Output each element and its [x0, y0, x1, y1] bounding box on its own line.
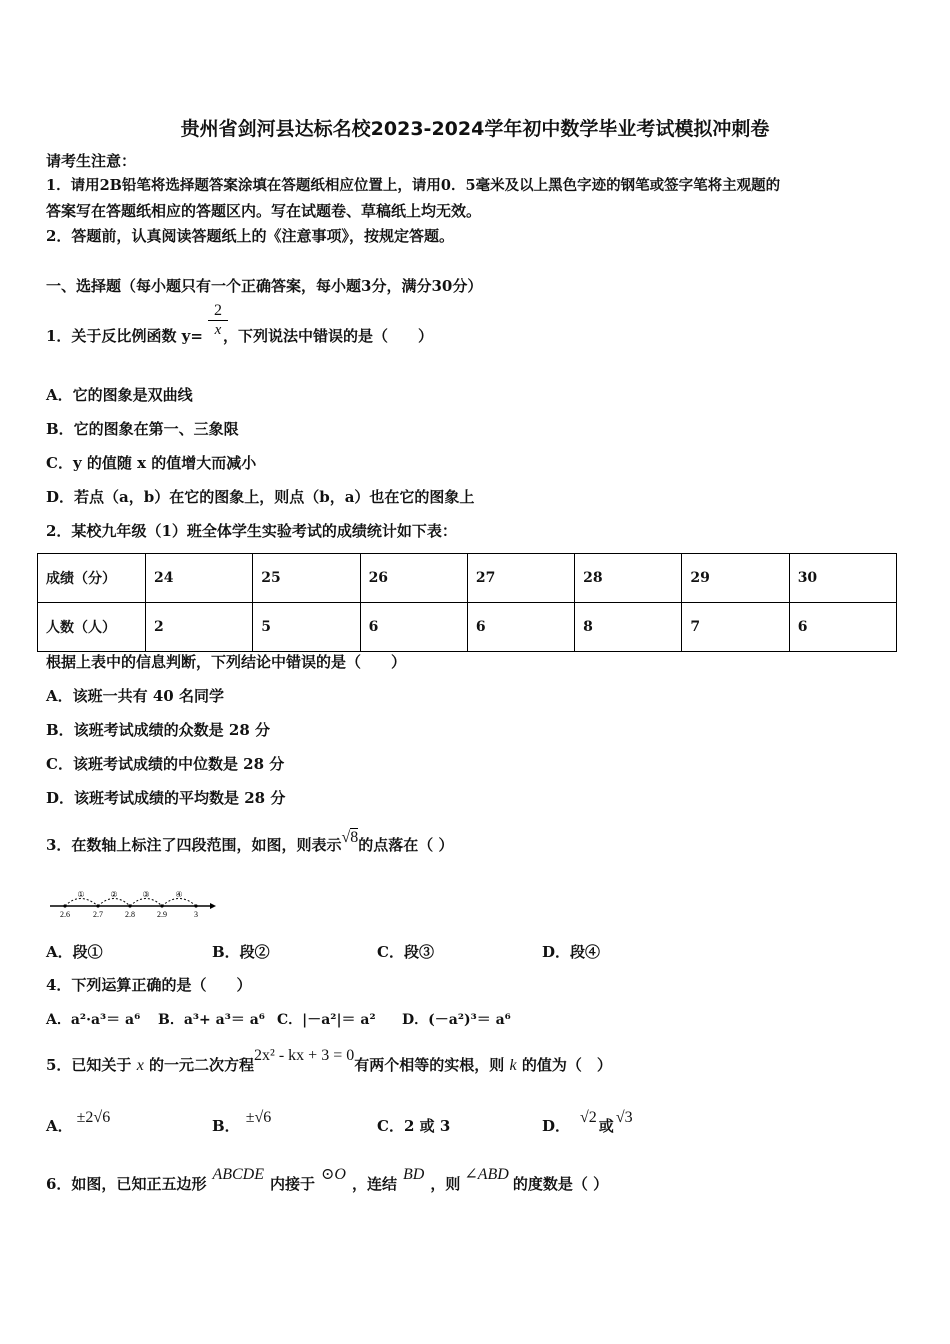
q5-option-d-math-2: √3: [615, 1109, 633, 1126]
segment-label-2: ②: [110, 890, 118, 899]
q5-var-x: x: [136, 1057, 144, 1074]
q3-option-b: B．段②: [212, 943, 270, 961]
table-cell: 26: [360, 554, 467, 603]
q3-radical: √8: [341, 829, 359, 846]
q4-option-c: C．|－a²|＝ a²: [277, 1012, 376, 1028]
tick-point: [63, 904, 66, 907]
table-cell: 6: [789, 603, 896, 652]
q6-segment: BD: [403, 1166, 425, 1183]
q3-option-a: A．段①: [46, 943, 103, 961]
table-cell: 25: [253, 554, 360, 603]
q5-prefix: 5．已知关于: [46, 1056, 132, 1074]
q4-option-b: B．a³+ a³＝ a⁶: [158, 1012, 265, 1028]
q2-option-c: C．该班考试成绩的中位数是 28 分: [46, 755, 285, 773]
q1-fraction-numerator: 2: [214, 302, 222, 319]
tick-label: 2.7: [93, 910, 103, 919]
score-table: [37, 553, 897, 652]
q4-option-a: A．a²·a³＝ a⁶: [46, 1012, 141, 1028]
segment-label-1: ①: [77, 890, 85, 899]
table-cell: 29: [682, 554, 789, 603]
q5-suffix-2: 的值为（ ）: [521, 1056, 612, 1074]
q1-option-c: C．y 的值随 x 的值增大而减小: [46, 454, 257, 472]
q6-pentagon: ABCDE: [212, 1166, 264, 1183]
question-6-stem: [46, 1166, 609, 1195]
q5-option-b: B． ±√6: [212, 1109, 272, 1135]
q4-option-d: D．(－a²)³＝ a⁶: [402, 1012, 511, 1028]
notice-item-2: 2．答题前，认真阅读答题纸上的《注意事项》，按规定答题。: [46, 227, 454, 245]
section-1-heading: 一、选择题（每小题只有一个正确答案，每小题3分，满分30分）: [46, 277, 483, 295]
q6-mid-2: ，连结: [351, 1175, 397, 1193]
notice-heading: 请考生注意：: [46, 152, 137, 170]
q5-equation: 2x² - kx + 3 = 0: [254, 1047, 355, 1064]
table-row: [38, 603, 897, 652]
q6-angle: ∠ABD: [464, 1166, 509, 1183]
q1-option-a: A．它的图象是双曲线: [46, 386, 193, 404]
tick-point: [160, 904, 163, 907]
table-cell: 27: [467, 554, 574, 603]
q1-prefix: 1．关于反比例函数 y=: [46, 327, 203, 345]
q5-option-a: A． ±2√6: [46, 1109, 111, 1135]
q2-question: 根据上表中的信息判断，下列结论中错误的是（ ）: [46, 653, 407, 671]
question-1-stem: [46, 326, 433, 346]
segment-arc-2: [98, 899, 130, 907]
q1-option-b: B．它的图象在第一、三象限: [46, 420, 239, 438]
table-cell: 人数（人）: [38, 603, 146, 652]
segment-arc-1: [65, 899, 98, 907]
tick-point: [128, 904, 131, 907]
table-cell: 8: [575, 603, 682, 652]
tick-label: 2.8: [125, 910, 135, 919]
table-cell: 6: [467, 603, 574, 652]
q5-suffix-1: 有两个相等的实根，则: [354, 1056, 505, 1074]
table-cell: 24: [146, 554, 253, 603]
tick-point: [96, 904, 99, 907]
number-line-figure: [48, 885, 218, 921]
question-3-stem: [46, 829, 454, 856]
question-4-stem: 4．下列运算正确的是（ ）: [46, 976, 252, 994]
q2-option-a: A．该班一共有 40 名同学: [46, 687, 224, 705]
q6-suffix: 的度数是（ ）: [512, 1175, 609, 1193]
q5-option-b-math: ±√6: [245, 1109, 272, 1126]
q3-option-c: C．段③: [377, 943, 434, 961]
q3-option-d: D．段④: [542, 943, 601, 961]
question-2-stem: 2．某校九年级（1）班全体学生实验考试的成绩统计如下表：: [46, 522, 457, 540]
table-cell: 7: [682, 603, 789, 652]
table-cell: 30: [789, 554, 896, 603]
tick-label: 2.6: [60, 910, 70, 919]
table-cell: 6: [360, 603, 467, 652]
table-row: [38, 554, 897, 603]
segment-arc-4: [162, 899, 196, 907]
tick-point: [194, 904, 197, 907]
segment-arc-3: [130, 899, 162, 907]
q6-circle: ⊙O: [321, 1166, 346, 1183]
table-cell: 成绩（分）: [38, 554, 146, 603]
notice-item-1-line-2: 答案写在答题纸相应的答题区内。写在试题卷、草稿纸上均无效。: [46, 202, 482, 220]
q5-mid: 的一元二次方程: [149, 1056, 255, 1074]
q3-suffix: 的点落在（ ）: [358, 836, 454, 854]
q1-fraction-denominator: x: [208, 320, 228, 339]
tick-label: 2.9: [157, 910, 167, 919]
q5-var-k: k: [509, 1057, 517, 1074]
q6-prefix: 6．如图，已知正五边形: [46, 1175, 207, 1193]
table-cell: 5: [253, 603, 360, 652]
q6-mid-1: 内接于: [270, 1175, 316, 1193]
q5-option-d-math-1: √2: [580, 1109, 597, 1126]
q6-mid-3: ，则: [430, 1175, 461, 1193]
notice-item-1-line-1: 1．请用2B铅笔将选择题答案涂填在答题纸相应位置上，请用0．5毫米及以上黑色字迹的钢笔或签字笔将主观题的: [46, 177, 781, 194]
segment-label-3: ③: [142, 890, 150, 899]
segment-label-4: ④: [175, 890, 183, 899]
q3-prefix: 3．在数轴上标注了四段范围，如图，则表示: [46, 836, 342, 854]
table-cell: 28: [575, 554, 682, 603]
number-line-arrow: [210, 903, 216, 909]
q5-option-a-math: ±2√6: [76, 1109, 111, 1126]
q2-option-d: D．该班考试成绩的平均数是 28 分: [46, 789, 286, 807]
exam-title: 贵州省剑河县达标名校2023-2024学年初中数学毕业考试模拟冲刺卷: [180, 118, 770, 140]
q1-option-d: D．若点（a，b）在它的图象上，则点（b，a）也在它的图象上: [46, 488, 475, 506]
question-5-stem: [46, 1047, 612, 1076]
q2-option-b: B．该班考试成绩的众数是 28 分: [46, 721, 270, 739]
q1-suffix: ，下列说法中错误的是（ ）: [222, 327, 433, 345]
q5-option-c: C．2 或 3: [377, 1117, 451, 1135]
q5-option-d: D． √2 或 √3: [542, 1109, 633, 1135]
q1-fraction: [208, 302, 228, 339]
table-cell: 2: [146, 603, 253, 652]
tick-label: 3: [194, 910, 198, 919]
